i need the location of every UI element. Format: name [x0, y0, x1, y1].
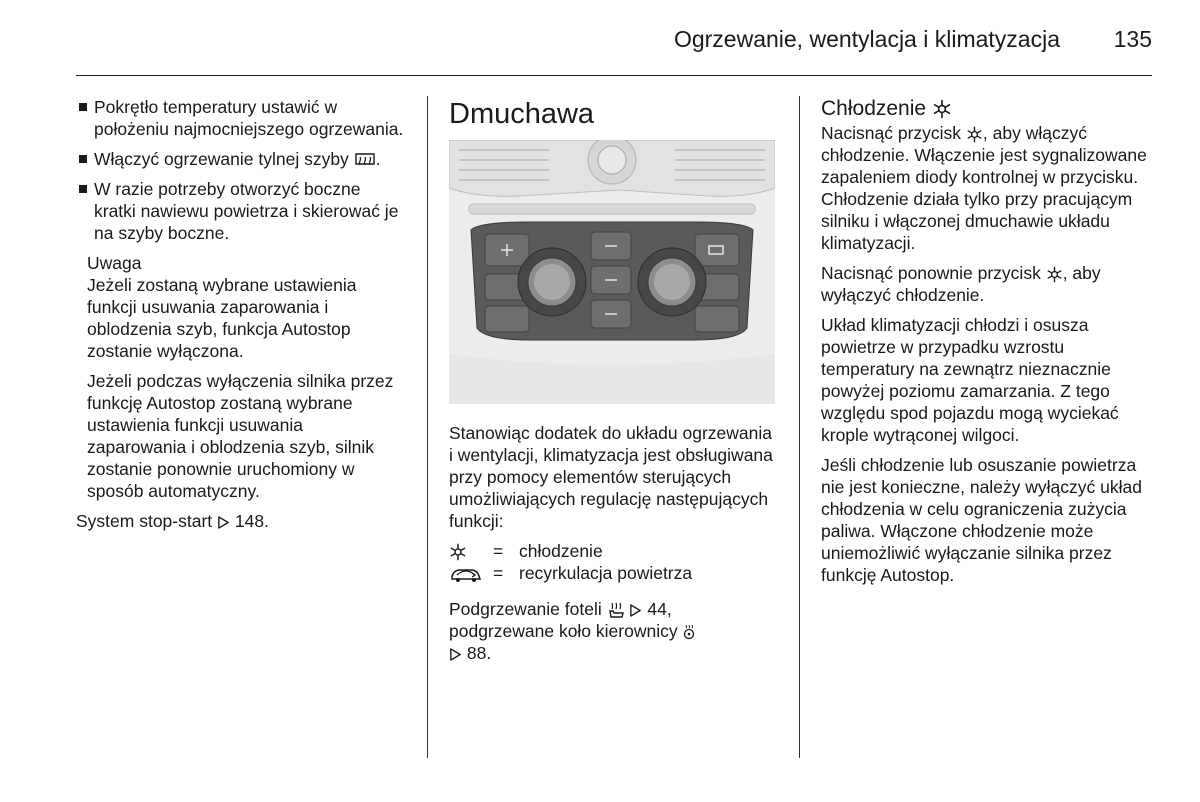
reference-page: 88. — [466, 643, 492, 663]
bullet-text-tail: . — [375, 149, 381, 169]
cross-reference — [76, 510, 406, 532]
function-row-recirculation — [449, 562, 779, 584]
header-divider — [76, 75, 1152, 76]
paragraph-text: Nacisnąć przycisk — [821, 123, 962, 143]
snowflake-icon — [1046, 266, 1063, 283]
reference-arrow-icon — [217, 515, 230, 530]
reference-page: 44, — [647, 599, 672, 619]
section-heading: Dmuchawa — [449, 98, 595, 130]
intro-paragraph: Stanowiąc dodatek do układu ogrzewania i wentylacji, klimatyzacja jest obsługiwana przy pomocy elementów sterujących umożliwiających regulację następujących funkcji: — [449, 423, 773, 531]
bullet-item: W razie potrzeby otworzyć boczne kratki nawiewu powietrza i skierować je na szyby boczne. — [76, 178, 406, 244]
paragraph: Układ klimatyzacji chłodzi i osusza powietrze w przypadku wzrostu temperatury na zewnątrz nieznacznie powyżej poziomu zamarzania. Z tego względu spod pojazdu mogą wyciekać krople wytrąconej wilgoci. — [821, 315, 1119, 445]
bullet-text: Włączyć ogrzewanie tylnej szyby — [94, 149, 349, 169]
reference-arrow-icon — [629, 603, 642, 618]
paragraph — [821, 122, 1153, 254]
reference-text: Podgrzewanie foteli — [449, 599, 602, 619]
page-number: 135 — [1113, 26, 1152, 52]
function-label: recyrkulacja powietrza — [519, 563, 693, 583]
equals-sign: = — [493, 563, 504, 583]
snowflake-icon — [932, 99, 952, 119]
heading-text: Chłodzenie — [821, 97, 927, 120]
paragraph-text: Nacisnąć ponownie przycisk — [821, 263, 1041, 283]
snowflake-icon — [966, 126, 983, 143]
note-title: Uwaga — [87, 253, 142, 273]
function-row-cooling — [449, 540, 779, 562]
paragraph — [821, 262, 1153, 306]
paragraph: Jeśli chłodzenie lub osuszanie powietrza nie jest konieczne, należy wyłączyć układ chłodzenia w celu ograniczenia zużycia paliwa. Włączone chłodzenie może uniemożliwić wyłączanie silnika przez funkcję Autostop. — [821, 455, 1142, 585]
equals-sign: = — [493, 541, 504, 561]
section-heading — [821, 96, 1153, 122]
bullet-item — [76, 148, 406, 170]
function-label: chłodzenie — [519, 541, 603, 561]
steering-wheel-heating-icon — [682, 624, 696, 640]
running-header-title: Ogrzewanie, wentylacja i klimatyzacja — [673, 26, 1060, 52]
column-middle — [449, 96, 779, 664]
bullet-item: Pokrętło temperatury ustawić w położeniu najmocniejszego ogrzewania. — [76, 96, 406, 140]
paragraph-text: , aby włączyć chłodzenie. Włączenie jest sygnalizowane zapaleniem diody kontrolnej w przycisku. Chłodzenie działa tylko przy pracującym silniku i włączonej dmuchawie układu klimatyzacji. — [821, 123, 1147, 253]
paragraph-text: , aby wyłączyć chłodzenie. — [821, 263, 1101, 305]
column-left — [76, 96, 406, 532]
note-block — [76, 252, 406, 502]
column-divider-1 — [427, 96, 428, 758]
reference-arrow-icon — [449, 647, 462, 662]
seat-heating-reference — [449, 598, 779, 664]
reference-text: System stop-start — [76, 511, 213, 531]
snowflake-icon — [449, 543, 467, 561]
reference-page: 148. — [234, 511, 269, 531]
note-paragraph: Jeżeli zostaną wybrane ustawienia funkcji usuwania zaparowania i oblodzenia szyb, funkcja Autostop zostanie wyłączona. — [87, 275, 357, 361]
recirculation-icon — [449, 565, 483, 583]
seat-heating-icon — [607, 601, 625, 619]
reference-text: podgrzewane koło kierownicy — [449, 621, 678, 641]
rear-window-heating-icon — [354, 151, 376, 169]
note-paragraph: Jeżeli podczas wyłączenia silnika przez funkcję Autostop zostaną wybrane ustawienia funkcji usuwania zaparowania i oblodzenia szyb, silnik zostanie ponownie uruchomiony w sposób automatyczny. — [87, 371, 394, 501]
column-right — [821, 96, 1153, 586]
column-divider-2 — [799, 96, 800, 758]
climate-control-panel-illustration — [449, 140, 775, 404]
